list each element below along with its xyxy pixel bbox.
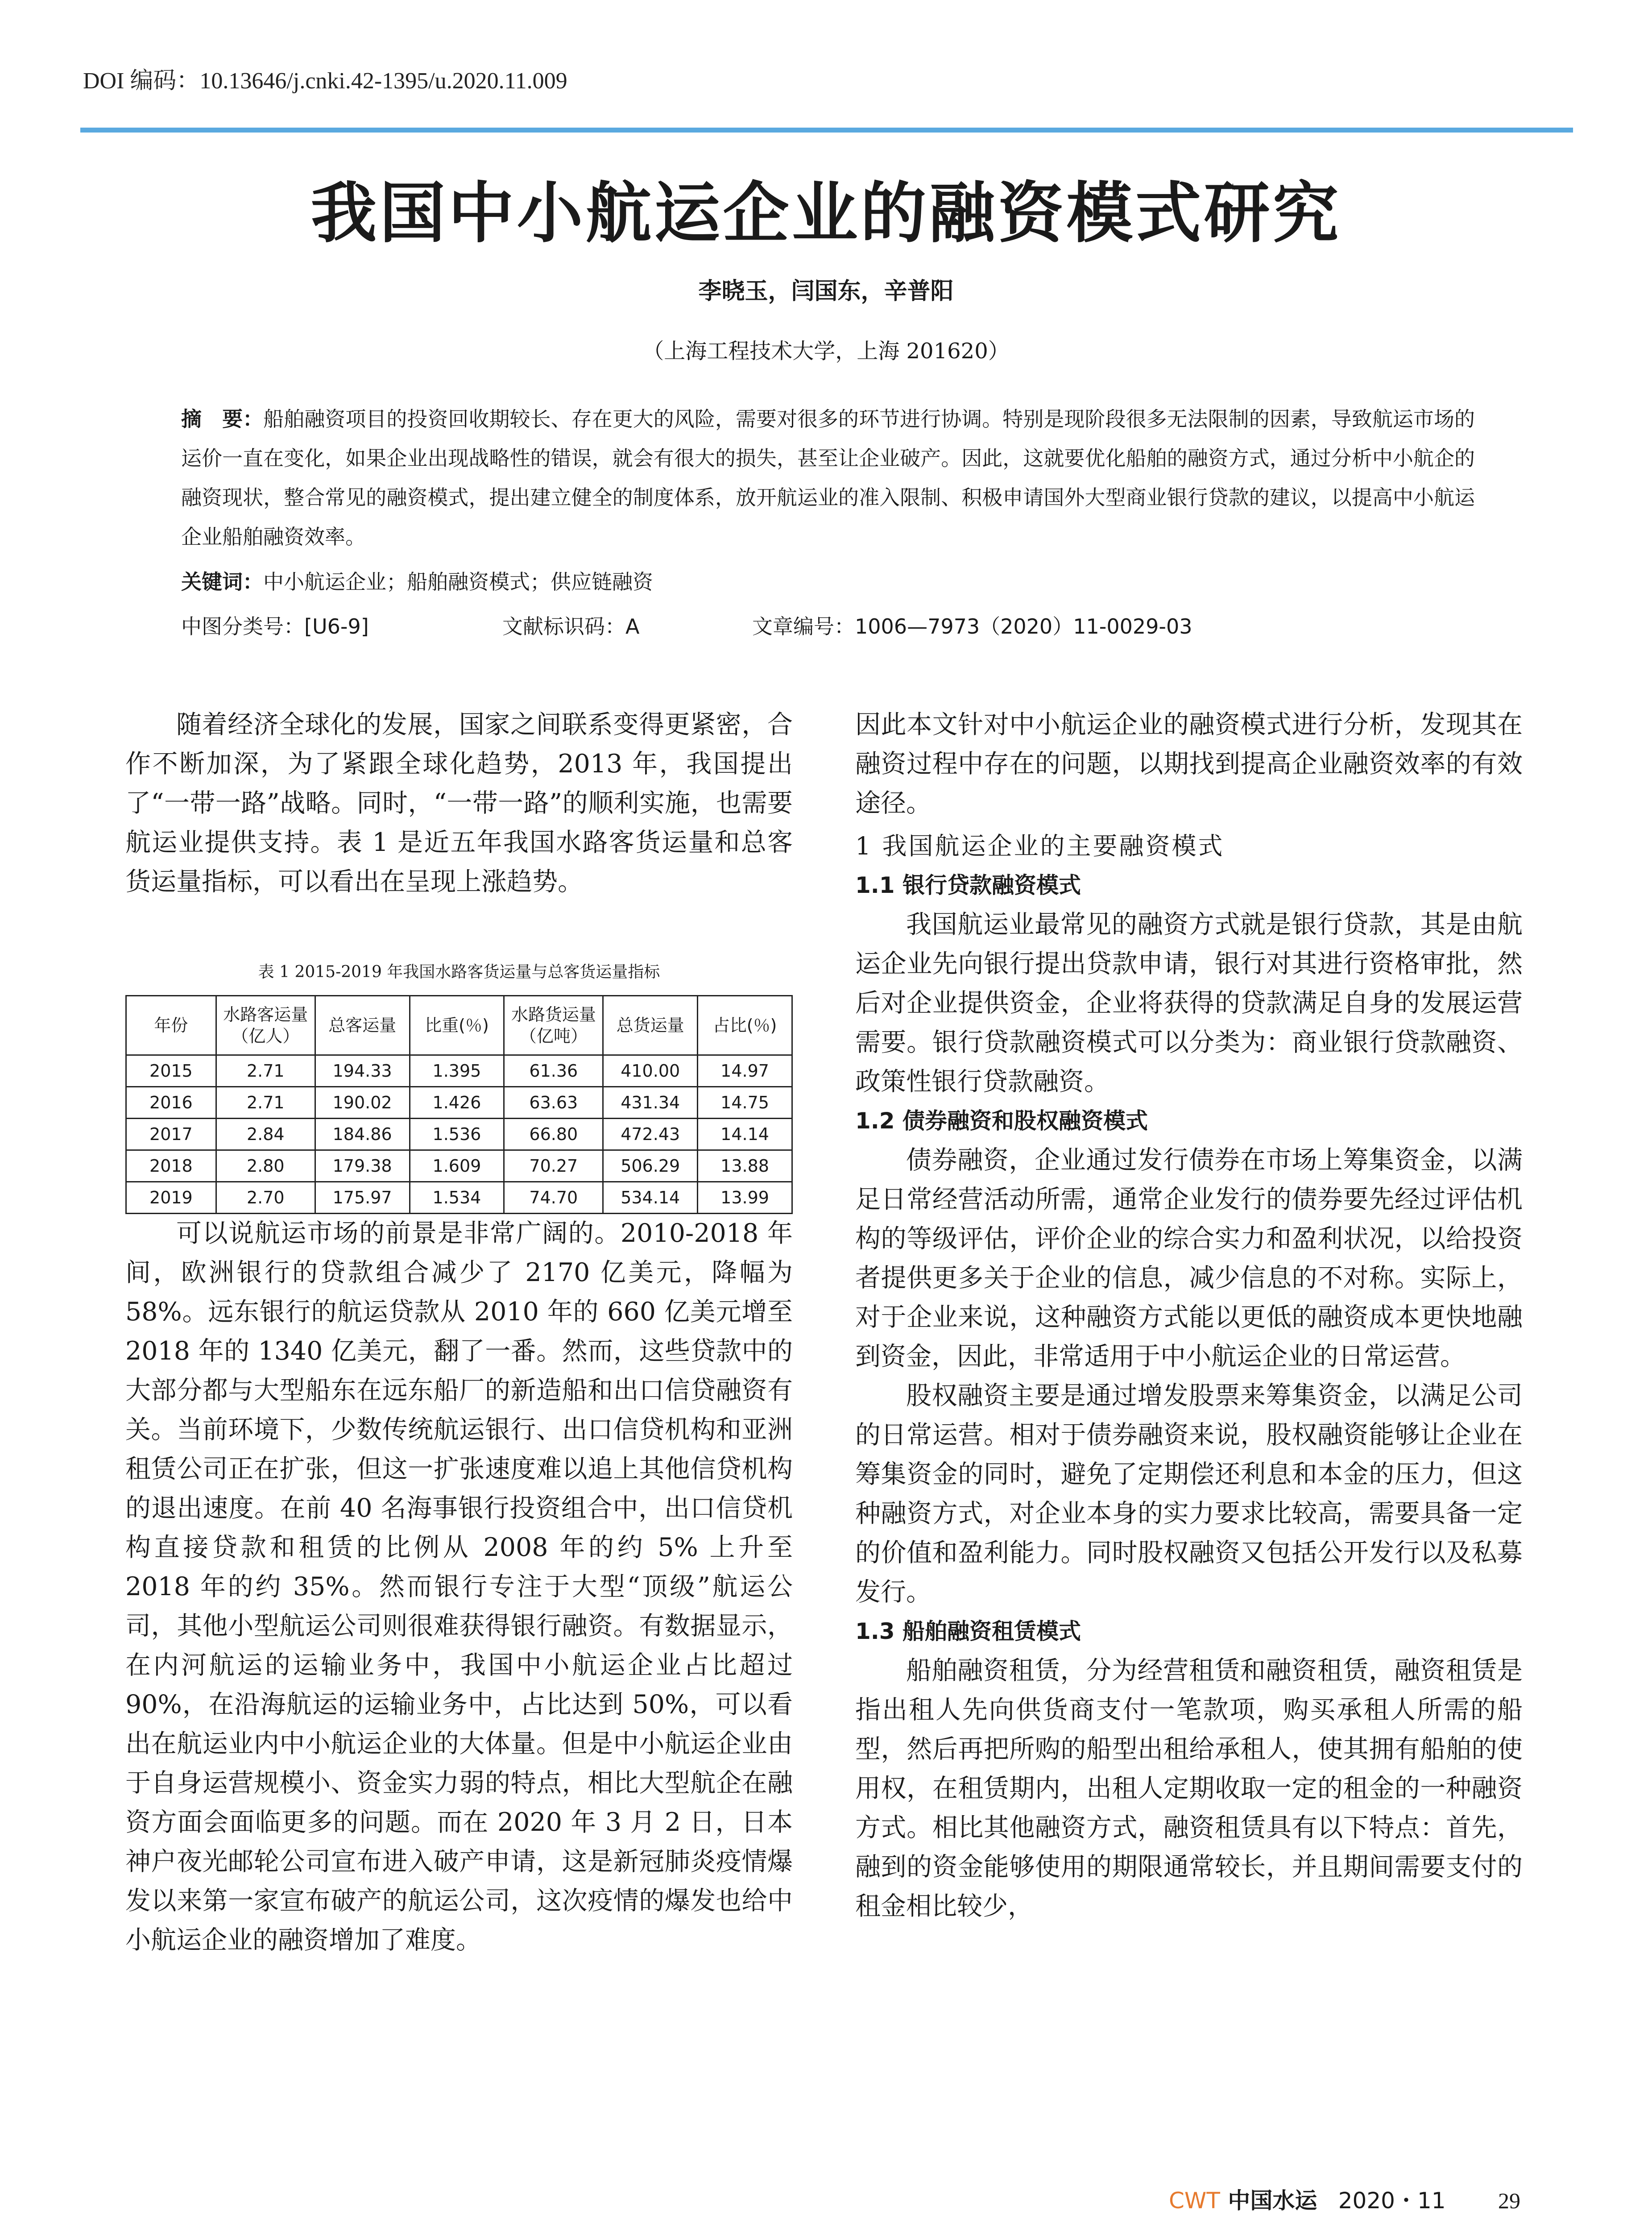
header-rule — [80, 128, 1573, 133]
header-freight-share: 占比(％) — [698, 996, 792, 1055]
table-row — [126, 1055, 792, 1087]
article-number: 文章编号：1006—7973（2020）11-0029-03 — [752, 614, 1192, 639]
paragraph-market: 可以说航运市场的前景是非常广阔的。2010-2018 年间，欧洲银行的贷款组合减少了 2170 亿美元，降幅为 58%。远东银行的航运贷款从 2010 年的 660 亿美元增至 2018 年的 1340 亿美元，翻了一番。然而，这些贷款中的大部分都与大型船东在远东船厂的新造船和出口信贷融资有关。当前环境下，少数传统航运银行、出口信贷机构和亚洲租赁公司正在扩张，但这一扩张速度难以追上其他信贷机构的退出速度。在前 40 名海事银行投资组合中，出口信贷机构直接贷款和租赁的比例从 2008 年的约 5% 上升至 2018 年的约 35%。然而银行专注于大型“顶级”航运公司，其他小型航运公司则很难获得银行融资。有数据显示，在内河航运的运输业务中，我国中小航运企业占比超过 90%，在沿海航运的运输业务中，占比达到 50%，可以看出在航运业内中小航运企业的大体量。但是中小航运企业由于自身运营规模小、资金实力弱的特点，相比大型航企在融资方面会面临更多的问题。而在 2020 年 3 月 2 日，日本神户夜光邮轮公司宣布进入破产申请，这是新冠肺炎疫情爆发以来第一家宣布破产的航运公司，这次疫情的爆发也给中小航运企业的融资增加了难度。 — [125, 1219, 793, 1955]
header-total-passenger: 总客运量 — [315, 996, 410, 1055]
page-number: 29 — [1498, 2188, 1521, 2213]
header-water-freight: 水路货运量（亿吨） — [504, 996, 603, 1055]
footer-brand: CWT — [1169, 2188, 1220, 2214]
table-cell: 66.80 — [504, 1119, 603, 1150]
table-cell: 2017 — [126, 1119, 216, 1150]
header-total-freight: 总货运量 — [603, 996, 698, 1055]
table-cell: 2.70 — [216, 1182, 315, 1214]
subsection-heading-1-3: 1.3 船舶融资租赁模式 — [855, 1618, 1081, 1644]
table-row — [126, 1119, 792, 1150]
table-cell: 2.71 — [216, 1055, 315, 1087]
footer-journal: 中国水运 — [1228, 2188, 1317, 2214]
table-cell: 2.84 — [216, 1119, 315, 1150]
table-cell: 1.426 — [410, 1087, 504, 1119]
table-cell: 2016 — [126, 1087, 216, 1119]
table-caption: 表 1 2015-2019 年我国水路客货运量与总客货运量指标 — [258, 963, 660, 981]
subsection-heading-1-2: 1.2 债券融资和股权融资模式 — [855, 1108, 1148, 1134]
table-cell: 184.86 — [315, 1119, 410, 1150]
table-cell: 179.38 — [315, 1150, 410, 1182]
paper-title: 我国中小航运企业的融资模式研究 — [311, 174, 1341, 252]
table-cell: 175.97 — [315, 1182, 410, 1214]
table-row — [126, 1182, 792, 1214]
table-row — [126, 1150, 792, 1182]
table-cell: 14.97 — [698, 1055, 792, 1087]
table-cell: 61.36 — [504, 1055, 603, 1087]
table-cell: 74.70 — [504, 1182, 603, 1214]
clc-number: 中图分类号：[U6-9] — [181, 614, 369, 639]
left-column-bottom — [125, 1214, 793, 1960]
subsection-heading-1-1: 1.1 银行贷款融资模式 — [855, 872, 1081, 898]
page-footer — [1169, 2183, 1520, 2215]
table-cell: 2018 — [126, 1150, 216, 1182]
table-cell: 194.33 — [315, 1055, 410, 1087]
paragraph-purpose: 因此本文针对中小航运企业的融资模式进行分析，发现其在融资过程中存在的问题，以期找到提高企业融资效率的有效途径。 — [855, 710, 1523, 818]
table-cell: 14.75 — [698, 1087, 792, 1119]
doi-line: DOI 编码：10.13646/j.cnki.42-1395/u.2020.11.009 — [83, 68, 567, 94]
table-cell: 431.34 — [603, 1087, 698, 1119]
header-year: 年份 — [126, 996, 216, 1055]
footer-issue: 2020・11 — [1338, 2188, 1446, 2214]
right-column — [855, 705, 1523, 1926]
table-cell: 2.71 — [216, 1087, 315, 1119]
left-column-top — [125, 705, 793, 901]
section-heading-1: 1 我国航运企业的主要融资模式 — [855, 832, 1225, 860]
authors: 李晓玉，闫国东，辛普阳 — [698, 278, 954, 305]
table-cell: 1.534 — [410, 1182, 504, 1214]
table-cell: 1.536 — [410, 1119, 504, 1150]
table-cell: 1.609 — [410, 1150, 504, 1182]
table-cell: 2019 — [126, 1182, 216, 1214]
table-cell: 410.00 — [603, 1055, 698, 1087]
table-cell: 190.02 — [315, 1087, 410, 1119]
abstract-text: 船舶融资项目的投资回收期较长、存在更大的风险，需要对很多的环节进行协调。特别是现阶段很多无法限制的因素，导致航运市场的运价一直在变化，如果企业出现战略性的错误，就会有很大的损失，甚至让企业破产。因此，这就要优化船舶的融资方式，通过分析中小航企的融资现状，整合常见的融资模式，提出建立健全的制度体系，放开航运业的准入限制、积极申请国外大型商业银行贷款的建议，以提高中小航运企业船舶融资效率。 — [181, 407, 1475, 549]
keywords-label: 关键词： — [181, 570, 263, 594]
document-code: 文献标识码：A — [502, 614, 640, 639]
keywords-text: 中小航运企业；船舶融资模式；供应链融资 — [263, 570, 653, 594]
table-cell: 14.14 — [698, 1119, 792, 1150]
table-cell: 70.27 — [504, 1150, 603, 1182]
table-cell: 63.63 — [504, 1087, 603, 1119]
data-table — [125, 995, 793, 1214]
table-header-row — [126, 996, 792, 1055]
table-cell: 2015 — [126, 1055, 216, 1087]
keywords — [181, 566, 653, 595]
table-cell: 13.88 — [698, 1150, 792, 1182]
table-cell: 534.14 — [603, 1182, 698, 1214]
affiliation: （上海工程技术大学，上海 201620） — [642, 339, 1010, 364]
table-cell: 1.395 — [410, 1055, 504, 1087]
table-cell: 2.80 — [216, 1150, 315, 1182]
table-row — [126, 1087, 792, 1119]
paragraph-bank-loan: 我国航运业最常见的融资方式就是银行贷款，其是由航运企业先向银行提出贷款申请，银行对其进行资格审批，然后对企业提供资金，企业将获得的贷款满足自身的发展运营需要。银行贷款融资模式可以分类为：商业银行贷款融资、政策性银行贷款融资。 — [855, 910, 1523, 1096]
table-cell: 13.99 — [698, 1182, 792, 1214]
abstract-label: 摘 要： — [181, 407, 264, 431]
paragraph-leasing: 船舶融资租赁，分为经营租赁和融资租赁，融资租赁是指出租人先向供货商支付一笔款项，购买承租人所需的船型，然后再把所购的船型出租给承租人，使其拥有船舶的使用权，在租赁期内，出租人定期收取一定的租金的一种融资方式。相比其他融资方式，融资租赁具有以下特点：首先，融到的资金能够使用的期限通常较长，并且期间需要支付的租金相比较少， — [855, 1656, 1523, 1921]
header-water-passenger: 水路客运量（亿人） — [216, 996, 315, 1055]
paragraph-equity: 股权融资主要是通过增发股票来筹集资金，以满足公司的日常运营。相对于债券融资来说，股权融资能够让企业在筹集资金的同时，避免了定期偿还利息和本金的压力，但这种融资方式，对企业本身的实力要求比较高，需要具备一定的价值和盈利能力。同时股权融资又包括公开发行以及私募发行。 — [855, 1381, 1523, 1607]
table-cell: 472.43 — [603, 1119, 698, 1150]
paragraph-bond: 债券融资，企业通过发行债券在市场上筹集资金，以满足日常经营活动所需，通常企业发行的债券要先经过评估机构的等级评估，评价企业的综合实力和盈利状况，以给投资者提供更多关于企业的信息，减少信息的不对称。实际上，对于企业来说，这种融资方式能以更低的融资成本更快地融到资金，因此，非常适用于中小航运企业的日常运营。 — [855, 1145, 1523, 1371]
table-cell: 506.29 — [603, 1150, 698, 1182]
header-passenger-share: 比重(％) — [410, 996, 504, 1055]
abstract — [181, 399, 1475, 556]
paragraph-intro: 随着经济全球化的发展，国家之间联系变得更紧密，合作不断加深，为了紧跟全球化趋势，2013 年，我国提出了“一带一路”战略。同时，“一带一路”的顺利实施，也需要航运业提供支持。表 1 是近五年我国水路客货运量和总客货运量指标，可以看出在呈现上涨趋势。 — [125, 710, 793, 896]
